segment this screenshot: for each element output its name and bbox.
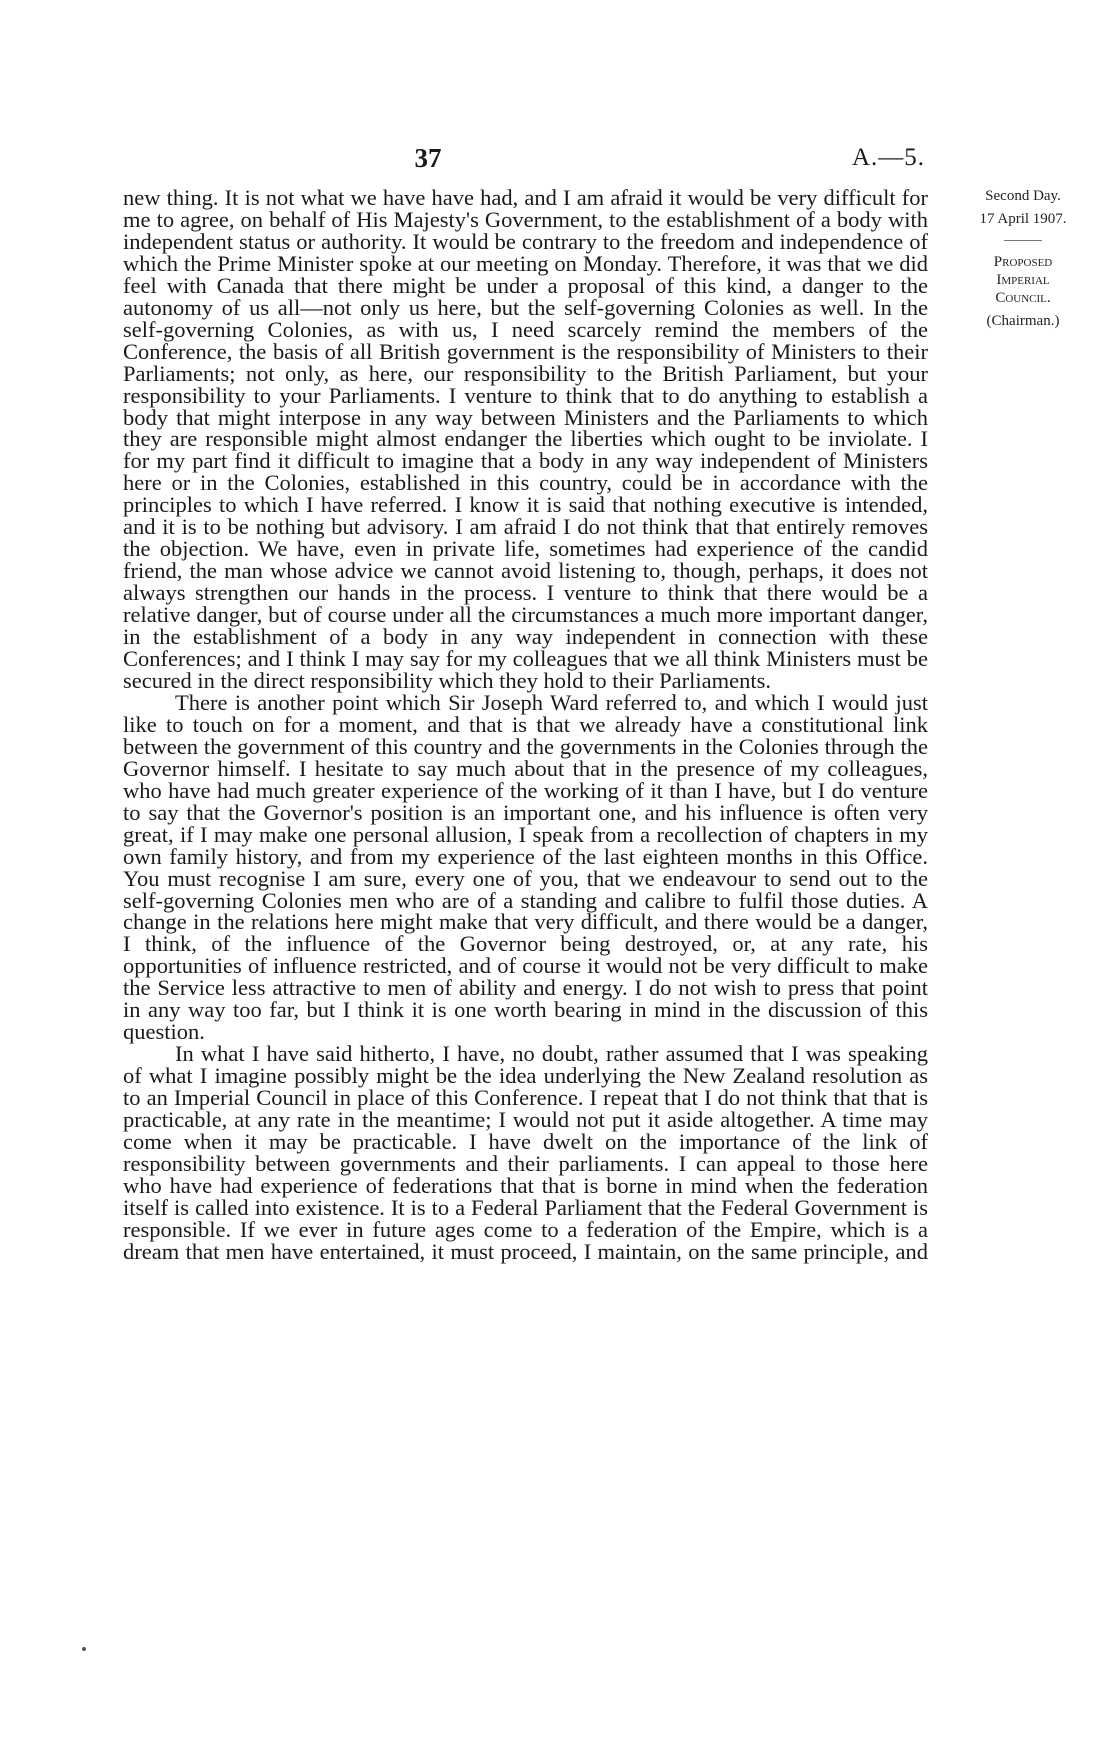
sidenote-divider (1004, 240, 1042, 241)
sidenote-subject-line-3: Council. (995, 290, 1051, 306)
paragraph-2: There is another point which Sir Joseph Ward referred to, and which I would just like to touch on for a moment, and that is that we already have a constitutional link between the government of this country and the governments in the Colonies through the Governor himself. I hesitate to say much about that in the presence of my colleagues, who have had much greater experience of the working of it than I have, but I do venture to say that the Governor's position is an important one, and his influence is often very great, if I may make one personal allusion, I speak from a recollection of chapters in my own family history, and from my experience of the last eighteen months in this Office. You must recognise I am sure, every one of you, that we endeavour to send out to the self-governing Colonies men who are of a standing and calibre to fulfil those duties. A change in the relations here might make that very difficult, and there would be a danger, I think, of the influence of the Governor being destroyed, or, at any rate, his opportunities of influence restricted, and of course it would not be very difficult to make the Service less attractive to men of ability and energy. I do not wish to press that point in any way too far, but I think it is one worth bearing in mind in the discussion of this question. (123, 689, 928, 1045)
sidenote-subject-line-1: Proposed (993, 254, 1053, 270)
sidenote-date: 17 April 1907. (979, 211, 1067, 227)
body-text (123, 187, 928, 1263)
margin-mark (82, 1647, 86, 1651)
paragraph-1: new thing. It is not what we have have had, and I am afraid it would be very difficult for me to agree, on behalf of His Majesty's Government, to the establishment of a body with independent status or authority. It would be contrary to the freedom and independence of which the Prime Minister spoke at our meeting on Monday. Therefore, it was that we did feel with Canada that there might be under a proposal of this kind, a danger to the autonomy of us all—not only us here, but the self-governing Colonies as well. In the self-governing Colonies, as with us, I need scarcely remind the members of the Conference, the basis of all British government is the responsibility of Ministers to their Parliaments; not only, as here, our responsibility to the British Parliament, but your responsibility to your Parliaments. I venture to think that to do anything to establish a body that might interpose in any way between Ministers and the Parliaments to which they are responsible might almost endanger the liberties which ought to be inviolate. I for my part find it difficult to imagine that a body in any way independent of Ministers here or in the Colonies, established in this country, could be in accordance with the principles to which I have referred. I know it is said that nothing executive is intended, and it is to be nothing but advisory. I am afraid I do not think that that entirely removes the objection. We have, even in private life, sometimes had experience of the candid friend, the man whose advice we cannot avoid listening to, though, perhaps, it does not always strengthen our hands in the process. I venture to think that there would be a relative danger, but of course under all the circumstances a much more important danger, in the establishment of a body in any way independent in connection with these Conferences; and I think I may say for my colleagues that we all think Ministers must be secured in the direct responsibility which they hold to their Parliaments. (123, 185, 928, 693)
sidenote-day: Second Day. (985, 188, 1061, 204)
sidenote-speaker: (Chairman.) (986, 313, 1060, 329)
paragraph-3: In what I have said hitherto, I have, no doubt, rather assumed that I was speaking of what I imagine possibly might be the idea underlying the New Zealand resolution as to an Imperial Council in place of this Conference. I repeat that I do not think that that is practicable, at any rate in the meantime; I would not put it aside altogether. A time may come when it may be practicable. I have dwelt on the importance of the link of responsibility between governments and their parliaments. I can appeal to those here who have had experience of federations that that is borne in mind when the federation itself is called into existence. It is to a Federal Parliament that the Federal Government is responsible. If we ever in future ages come to a federation of the Empire, which is a dream that men have entertained, it must proceed, I maintain, on the same principle, and (123, 1041, 928, 1264)
paper-reference: A.—5. (852, 144, 926, 171)
page-number: 37 (414, 143, 442, 173)
sidenote-subject-line-2: Imperial (996, 272, 1050, 288)
